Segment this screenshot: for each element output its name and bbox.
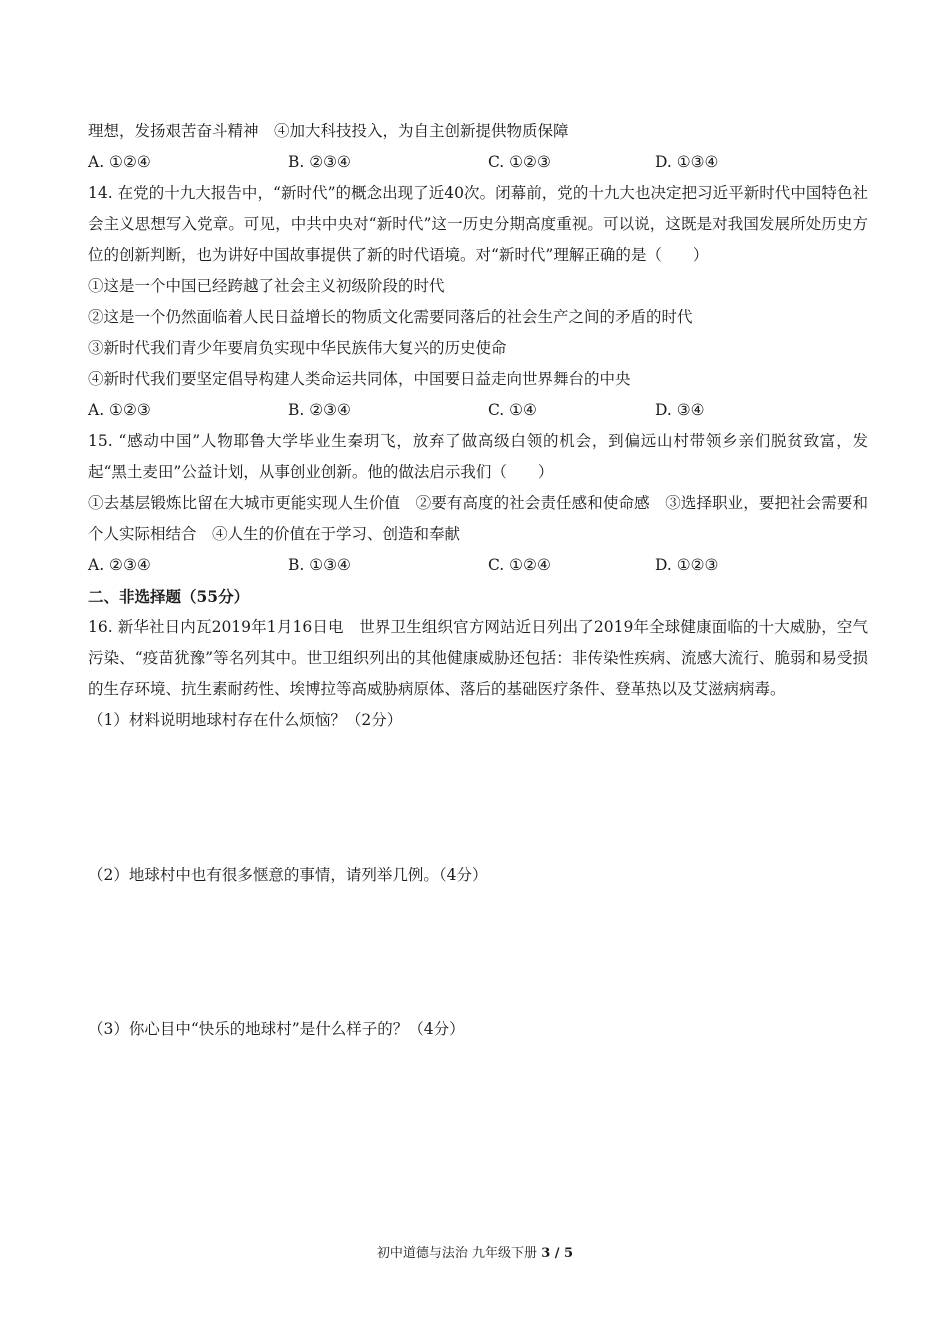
q16-answer-area-1[interactable] — [88, 736, 868, 860]
q14-option-d: D. ③④ — [655, 401, 705, 419]
q13-continued-line: 理想，发扬艰苦奋斗精神 ④加大科技投入，为自主创新提供物质保障 — [88, 122, 569, 140]
footer-page-number: 3 / 5 — [541, 1246, 574, 1261]
q13-option-b: B. ②③④ — [288, 153, 351, 171]
q14-options — [88, 395, 868, 426]
q15-stem: 15. “感动中国”人物耶鲁大学毕业生秦玥飞，放弃了做高级白领的机会，到偏远山村带领乡亲们脱贫致富，发起“黑土麦田”公益计划，从事创业创新。他的做法启示我们（ ） — [88, 432, 868, 481]
q13-options — [88, 147, 868, 178]
q16-sub-question-1: （1）材料说明地球村存在什么烦恼？（2分） — [88, 711, 403, 729]
q15-options — [88, 550, 868, 581]
q13-option-d: D. ①③④ — [655, 153, 719, 171]
q14-item-1: ①这是一个中国已经跨越了社会主义初级阶段的时代 — [88, 277, 445, 295]
q13-option-a: A. ①②④ — [88, 153, 151, 171]
q15-option-a: A. ②③④ — [88, 556, 151, 574]
q14-item-3: ③新时代我们青少年要肩负实现中华民族伟大复兴的历史使命 — [88, 339, 507, 357]
q14-item-2: ②这是一个仍然面临着人民日益增长的物质文化需要同落后的社会生产之间的矛盾的时代 — [88, 308, 693, 326]
q16-sub-question-2: （2）地球村中也有很多惬意的事情，请列举几例。（4分） — [88, 866, 488, 884]
q13-option-c: C. ①②③ — [488, 153, 551, 171]
q14-option-b: B. ②③④ — [288, 401, 351, 419]
q14-stem: 14. 在党的十九大报告中，“新时代”的概念出现了近40次。闭幕前，党的十九大也决定把习近平新时代中国特色社会主义思想写入党章。可见，中共中央对“新时代”这一历史分期高度重视。可以说，这既是对我国发展所处历史方位的创新判断，也为讲好中国故事提供了新的时代语境。对“新时代”理解正确的是（ ） — [88, 184, 868, 264]
q15-option-c: C. ①②④ — [488, 556, 551, 574]
q16-answer-area-3[interactable] — [88, 1045, 868, 1168]
q15-items: ①去基层锻炼比留在大城市更能实现人生价值 ②要有高度的社会责任感和使命感 ③选择职业，要把社会需要和个人实际相结合 ④人生的价值在于学习、创造和奉献 — [88, 494, 868, 543]
page-footer — [0, 1244, 950, 1264]
q15-option-b: B. ①③④ — [288, 556, 351, 574]
q16-material: 16. 新华社日内瓦2019年1月16日电 世界卫生组织官方网站近日列出了2019年全球健康面临的十大威胁，空气污染、“疫苗犹豫”等名列其中。世卫组织列出的其他健康威胁还包括：非传染性疾病、流感大流行、脆弱和易受损的生存环境、抗生素耐药性、埃博拉等高威胁病原体、落后的基础医疗条件、登革热以及艾滋病病毒。 — [88, 618, 868, 698]
footer-subject: 初中道德与法治 九年级下册 — [376, 1246, 538, 1261]
q15-option-d: D. ①②③ — [655, 556, 719, 574]
q16-answer-area-2[interactable] — [88, 891, 868, 1014]
q14-option-c: C. ①④ — [488, 401, 537, 419]
section-heading-non-choice: 二、非选择题（55分） — [88, 587, 250, 606]
q14-item-4: ④新时代我们要坚定倡导构建人类命运共同体，中国要日益走向世界舞台的中央 — [88, 370, 631, 388]
q14-option-a: A. ①②③ — [88, 401, 151, 419]
q16-sub-question-3: （3）你心目中“快乐的地球村”是什么样子的？（4分） — [88, 1020, 465, 1038]
page-content — [88, 116, 868, 1168]
